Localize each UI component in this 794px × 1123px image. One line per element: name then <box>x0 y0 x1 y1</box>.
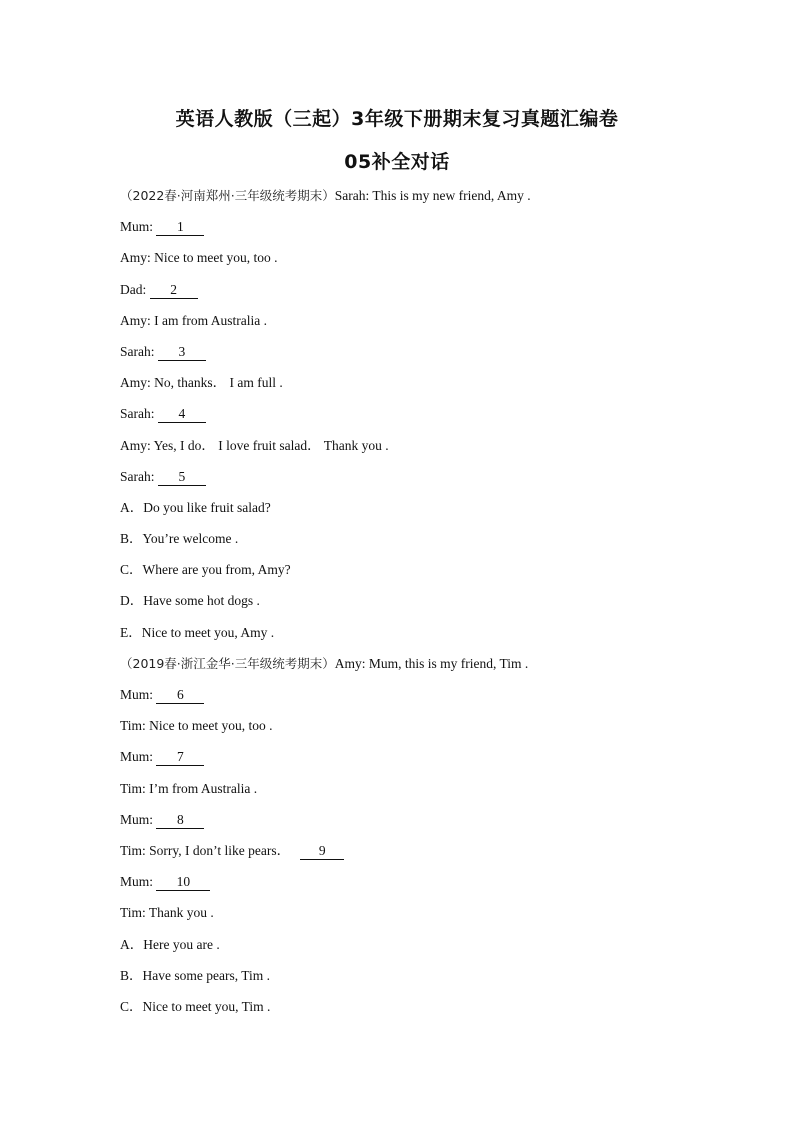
question-source: （2022春·河南郑州·三年级统考期末） <box>120 188 335 203</box>
dialogue-line: Amy: I am from Australia . <box>120 312 267 328</box>
answer-blank: 1 <box>156 219 204 236</box>
answer-blank: 10 <box>156 874 210 891</box>
speaker-label: Sarah: <box>120 468 158 484</box>
dialogue-line <box>120 402 720 433</box>
speaker-label: Mum: <box>120 749 157 765</box>
dialogue-line: Amy: Nice to meet you, too . <box>120 250 278 266</box>
answer-blank: 4 <box>158 406 206 423</box>
answer-option: E．Nice to meet you, Amy . <box>120 624 275 640</box>
dialogue-line: Tim: Thank you . <box>120 905 214 921</box>
speaker-label: Mum: <box>120 874 157 890</box>
speaker-label: Sarah: <box>120 406 158 422</box>
exercise-body <box>120 184 720 1026</box>
speaker-label: Dad: <box>120 281 150 297</box>
dialogue-text: Tim: Sorry, I don’t like pears． <box>120 842 291 858</box>
speaker-label: Sarah: <box>120 343 158 359</box>
dialogue-line <box>120 278 720 309</box>
document-subtitle: 05补全对话 <box>344 151 450 173</box>
answer-option: C．Where are you from, Amy? <box>120 562 291 578</box>
dialogue-line <box>120 745 720 776</box>
answer-blank: 6 <box>156 687 204 704</box>
answer-option: C．Nice to meet you, Tim . <box>120 998 271 1014</box>
answer-blank: 7 <box>156 749 204 766</box>
answer-blank: 5 <box>158 469 206 486</box>
answer-blank: 8 <box>156 812 204 829</box>
dialogue-line: Tim: Nice to meet you, too . <box>120 718 273 734</box>
answer-option: A．Here you are . <box>120 936 220 952</box>
speaker-label: Mum: <box>120 811 157 827</box>
dialogue-line <box>120 465 720 496</box>
document-title: 英语人教版（三起）3年级下册期末复习真题汇编卷 <box>175 108 619 130</box>
answer-blank: 2 <box>150 282 198 299</box>
answer-option: A．Do you like fruit salad? <box>120 499 271 515</box>
dialogue-line: Amy: Mum, this is my friend, Tim . <box>334 655 529 671</box>
dialogue-line <box>120 870 720 901</box>
dialogue-line: Amy: No, thanks． I am full . <box>120 375 283 391</box>
section1-intro <box>120 184 720 215</box>
speaker-label: Mum: <box>120 687 157 702</box>
answer-blank: 9 <box>300 843 344 860</box>
dialogue-line <box>120 215 720 246</box>
dialogue-line <box>120 340 720 371</box>
answer-option: D．Have some hot dogs . <box>120 593 260 609</box>
answer-blank: 3 <box>158 344 206 361</box>
section2-intro <box>120 652 720 683</box>
dialogue-line <box>120 808 720 839</box>
answer-option: B．Have some pears, Tim . <box>120 967 270 983</box>
dialogue-line: Sarah: This is my new friend, Amy . <box>334 188 531 203</box>
dialogue-line <box>120 683 720 714</box>
question-source: （2019春·浙江金华·三年级统考期末） <box>120 655 335 671</box>
dialogue-line <box>120 839 720 870</box>
dialogue-line: Tim: I’m from Australia . <box>120 780 258 796</box>
answer-option: B．You’re welcome . <box>120 531 239 547</box>
dialogue-line: Amy: Yes, I do． I love fruit salad． Thank you . <box>120 437 389 453</box>
speaker-label: Mum: <box>120 219 157 235</box>
